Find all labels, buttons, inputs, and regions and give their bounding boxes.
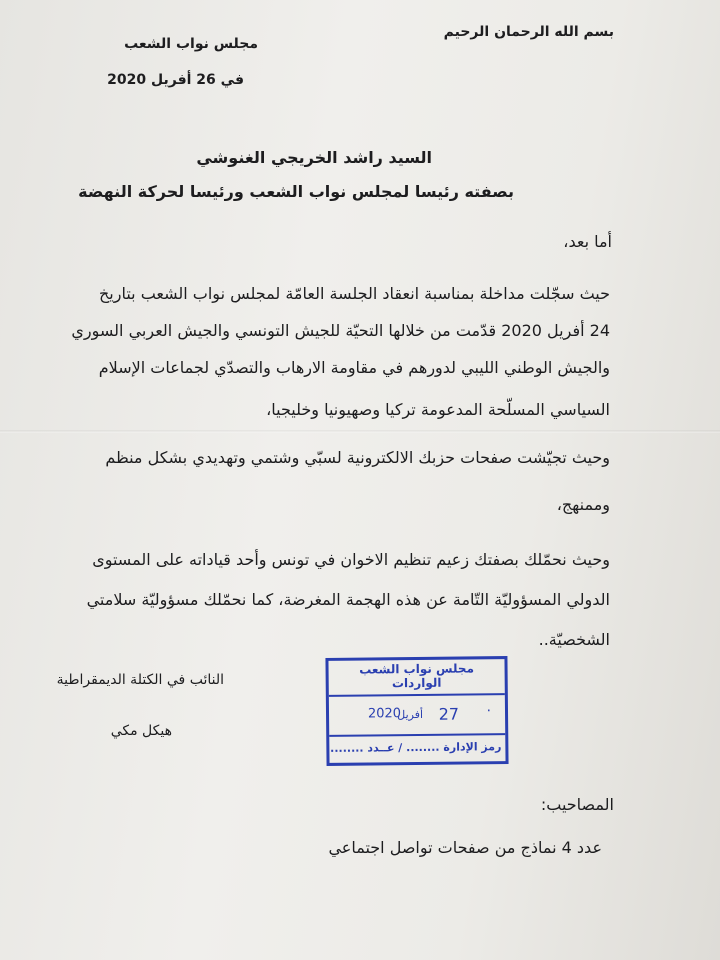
body-line: السياسي المسلّحة المدعومة تركيا وصهيونيا وخليجيا، xyxy=(266,400,610,419)
greeting: أما بعد، xyxy=(563,232,612,251)
body-line: والجيش الوطني الليبي لدورهم في مقاومة الارهاب والتصدّي لجماعات الإسلام xyxy=(98,358,610,377)
institution-name: مجلس نواب الشعب xyxy=(124,36,258,52)
body-line: 24 أفريل 2020 قدّمت من خلالها التحيّة للجيش التونسي والجيش العربي السوري xyxy=(71,321,610,340)
basmala: بسم الله الرحمان الرحيم xyxy=(443,24,614,40)
stamp-incoming-label: الواردات xyxy=(391,675,442,691)
letter-date: في 26 أفريل 2020 xyxy=(107,72,244,88)
stamp-header xyxy=(328,659,504,697)
stamp-dot: · xyxy=(486,703,492,720)
body-line: وحيث نحمّلك بصفتك زعيم تنظيم الاخوان في تونس وأحد قياداته على المستوى xyxy=(92,550,610,569)
body-line: وحيث تجيّشت صفحات حزبك الالكترونية لسبّي وشتمي وتهديدي بشكل منظم xyxy=(105,448,610,467)
attachments-label: المصاحيب: xyxy=(540,795,614,814)
body-line: الدولي المسؤوليّة التّامة عن هذه الهجمة المغرضة، كما نحمّلك مسؤوليّة سلامتي xyxy=(86,590,610,609)
addressee-name: السيد راشد الخريجي الغنوشي xyxy=(196,148,432,167)
stamp-admin-code: رمز الإدارة ........ / عــدد ........ xyxy=(330,740,502,755)
stamp-institution: مجلس نواب الشعب xyxy=(359,661,475,677)
signatory-title: النائب في الكتلة الديمقراطية xyxy=(56,672,224,688)
stamp-day: 27 xyxy=(438,704,460,724)
paper-fold xyxy=(0,430,720,433)
stamp-month: أفريل xyxy=(397,707,424,722)
body-line: الشخصيّة.. xyxy=(538,630,610,649)
body-line: حيث سجّلت مداخلة بمناسبة انعقاد الجلسة العامّة لمجلس نواب الشعب بتاريخ xyxy=(98,284,610,303)
signatory-name: هيكل مكي xyxy=(110,723,172,739)
attachment-item: عدد 4 نماذج من صفحات تواصل اجتماعي xyxy=(328,838,602,857)
body-line: وممنهج، xyxy=(556,495,610,514)
stamp-date-row xyxy=(329,695,505,737)
stamp-year: 2020 xyxy=(367,706,402,722)
incoming-mail-stamp xyxy=(325,656,508,766)
addressee-capacity: بصفته رئيسا لمجلس نواب الشعب ورئيسا لحركة النهضة xyxy=(78,182,514,201)
